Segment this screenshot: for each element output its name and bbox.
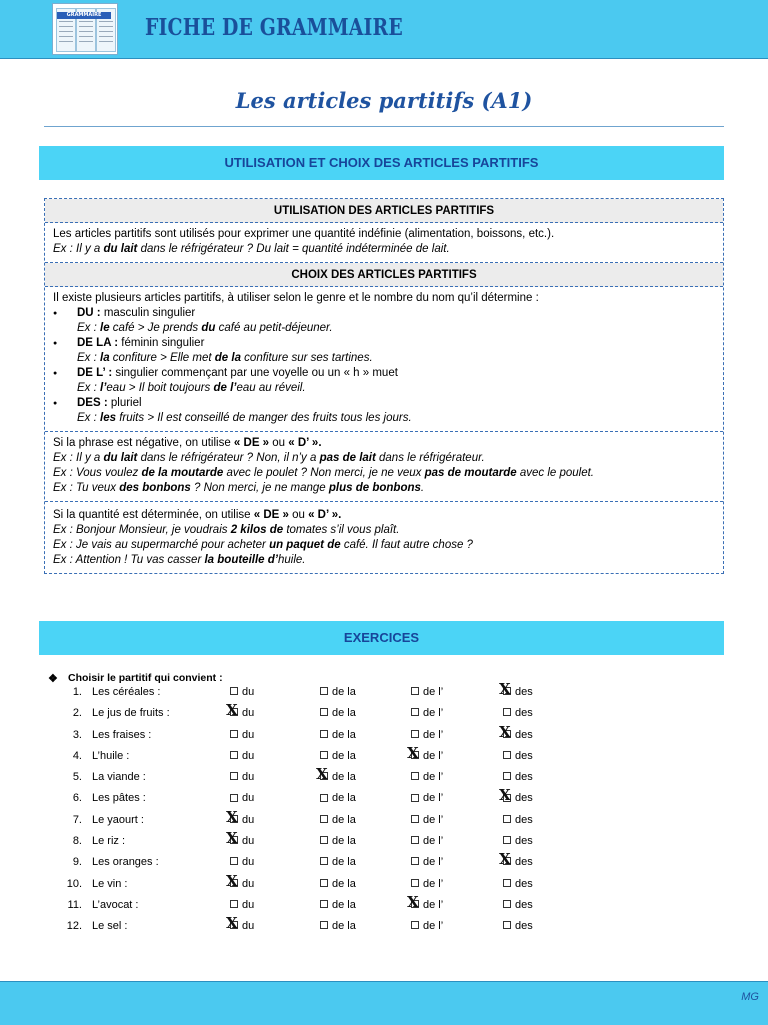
option-checkbox[interactable] [226,871,255,890]
option-label: des [515,877,533,890]
footer-bar [0,981,768,1025]
section-band-exercises: EXERCICES [39,621,724,655]
option-checkbox[interactable] [230,686,254,698]
checkbox-icon [230,900,238,908]
article-des: ● DES : pluriel [53,396,715,411]
option-label: des [515,813,533,826]
item-number: 8. [72,835,82,848]
option-checkbox[interactable] [320,792,356,804]
option-label: de l’ [423,835,444,848]
check-mark-icon: X [316,765,328,784]
checkbox-icon [320,794,328,802]
determined-intro: Si la quantité est déterminée, on utilise « DE » ou « D’ ». [53,509,342,521]
check-mark-icon: X [226,914,238,933]
checkbox-icon [503,708,511,716]
checkbox-icon [320,815,328,823]
grammar-box [44,198,724,574]
check-mark-icon: X [407,892,419,911]
exercise-row [48,892,728,920]
checkbox-icon [503,921,511,929]
item-label: Le yaourt : [92,813,144,826]
option-label: des [515,920,533,933]
item-number: 12. [66,920,82,933]
option-checkbox[interactable] [230,899,254,911]
exercise-list [48,680,728,942]
option-label: du [242,771,255,784]
item-number: 10. [66,877,82,890]
negative-section [45,432,723,502]
option-checkbox[interactable] [503,771,533,783]
option-label: de l’ [423,877,444,890]
option-checkbox[interactable] [320,920,356,932]
option-label: de l’ [423,686,444,698]
checkbox-icon [320,900,328,908]
item-number: 2. [72,707,82,720]
option-checkbox[interactable] [226,829,255,848]
article-de-l: ● DE L’ : singulier commençant par une voyelle ou un « h » muet [53,366,715,381]
option-label: du [242,813,255,826]
exercise [48,672,728,942]
checkbox-icon [411,687,419,695]
option-checkbox[interactable] [226,914,255,933]
option-checkbox[interactable] [499,722,533,741]
option-checkbox[interactable] [411,856,443,868]
option-label: du [242,920,255,933]
option-label: de l’ [423,856,444,869]
option-label: de la [332,686,356,698]
option-label: du [242,686,255,698]
exercise-row [48,786,728,813]
item-number: 4. [72,749,82,762]
choice-intro: Il existe plusieurs articles partitifs, à utiliser selon le genre et le nombre du nom qu’il détermine : [53,292,539,304]
option-checkbox[interactable] [499,680,533,698]
option-checkbox[interactable] [316,765,356,784]
header-title: FICHE DE GRAMMAIRE [145,14,403,41]
exercise-row [48,807,728,835]
article-des-example: Ex : les fruits > Il est conseillé de manger des fruits tous les jours. [77,412,412,424]
option-label: de la [332,707,356,720]
option-checkbox[interactable] [503,750,533,762]
option-label: du [242,835,255,848]
option-label: de l’ [423,920,444,933]
option-checkbox[interactable] [230,771,254,783]
option-checkbox[interactable] [411,835,443,847]
article-de-la-example: Ex : la confiture > Elle met de la confiture sur ses tartines. [77,352,373,364]
option-checkbox[interactable] [320,729,356,741]
diamond-bullet-icon: ❖ [48,673,58,685]
option-checkbox[interactable] [320,878,356,890]
checkbox-icon [503,751,511,759]
option-checkbox[interactable] [320,814,356,826]
exercise-row [48,850,728,877]
option-label: du [242,792,255,805]
option-label: de l’ [423,792,444,805]
article-du: ● DU : masculin singulier [53,306,715,321]
option-checkbox[interactable] [499,786,533,805]
item-number: 1. [72,686,82,698]
option-checkbox[interactable] [226,807,255,826]
exercise-row [48,914,728,941]
usage-example: Ex : Il y a du lait dans le réfrigérateur ? Du lait = quantité indéterminée de lait. [53,243,450,255]
exercise-row [48,743,728,771]
item-label: Le jus de fruits : [92,707,170,720]
option-checkbox[interactable] [320,707,356,719]
option-checkbox[interactable] [230,729,254,741]
item-label: Le vin : [92,877,128,890]
item-label: Les fraises : [92,728,152,741]
logo-ribbon: GRAMMAIRE [57,12,111,19]
option-label: des [515,771,533,784]
checkbox-icon [411,836,419,844]
option-label: de la [332,792,356,805]
option-label: du [242,898,255,911]
option-label: des [515,686,533,698]
option-checkbox[interactable] [320,686,356,698]
usage-heading: UTILISATION DES ARTICLES PARTITIFS [45,199,723,223]
option-label: des [515,792,533,805]
option-checkbox[interactable] [230,856,254,868]
exercise-row [48,722,728,750]
option-label: des [515,835,533,848]
check-mark-icon: X [226,871,238,890]
determined-section [45,502,723,573]
checkbox-icon [230,730,238,738]
option-label: des [515,707,533,720]
option-label: du [242,877,255,890]
title-divider [44,126,724,127]
grammar-logo [52,3,118,55]
checkbox-icon [320,708,328,716]
author-initials: MG [741,991,759,1003]
option-checkbox[interactable] [503,920,533,932]
checkbox-icon [320,857,328,865]
checkbox-icon [320,836,328,844]
checkbox-icon [411,708,419,716]
option-label: des [515,856,533,869]
check-mark-icon: X [499,722,511,741]
negative-example: Ex : Il y a du lait dans le réfrigérateur ? Non, il n’y a pas de lait dans le réfrigérateur. [53,452,485,464]
check-mark-icon: X [226,807,238,826]
option-checkbox[interactable] [230,750,254,762]
checkbox-icon [411,794,419,802]
checkbox-icon [320,730,328,738]
checkbox-icon [411,857,419,865]
option-label: de la [332,835,356,848]
article-de-l-example: Ex : l’eau > Il boit toujours de l’eau au réveil. [77,382,306,394]
item-label: La viande : [92,771,146,784]
option-label: de l’ [423,707,444,720]
checkbox-icon [411,772,419,780]
option-label: de la [332,749,356,762]
option-label: des [515,749,533,762]
option-checkbox[interactable] [407,743,444,762]
check-mark-icon: X [499,850,511,869]
exercise-row [48,871,728,899]
option-label: de la [332,771,356,784]
option-checkbox[interactable] [411,814,443,826]
checkbox-icon [320,879,328,887]
option-checkbox[interactable] [320,835,356,847]
item-number: 11. [67,898,82,911]
option-checkbox[interactable] [503,707,533,719]
checkbox-icon [411,730,419,738]
check-mark-icon: X [407,743,419,762]
option-checkbox[interactable] [499,850,533,869]
checkbox-icon [320,921,328,929]
checkbox-icon [230,751,238,759]
option-label: du [242,707,255,720]
item-label: Le sel : [92,920,128,933]
option-checkbox[interactable] [503,835,533,847]
option-checkbox[interactable] [411,920,443,932]
checkbox-icon [320,751,328,759]
item-label: Les oranges : [92,856,159,869]
option-label: de la [332,728,356,741]
exercise-row [48,701,728,728]
option-checkbox[interactable] [411,792,443,804]
checkbox-icon [503,879,511,887]
option-label: de la [332,898,356,911]
option-checkbox[interactable] [411,878,443,890]
check-mark-icon: X [499,680,511,698]
item-label: L’avocat : [92,898,139,911]
checkbox-icon [230,794,238,802]
header-bar [0,0,768,59]
determined-example: Ex : Je vais au supermarché pour acheter un paquet de café. Il faut autre chose ? [53,539,473,551]
checkbox-icon [320,687,328,695]
option-checkbox[interactable] [320,899,356,911]
item-number: 5. [72,771,82,784]
exercise-row [48,829,728,856]
option-checkbox[interactable] [320,856,356,868]
article-du-example: Ex : le café > Je prends du café au petit-déjeuner. [77,322,333,334]
exercise-instruction: ❖ Choisir le partitif qui convient : [48,672,223,685]
item-number: 7. [72,813,82,826]
option-label: de la [332,877,356,890]
item-label: Le riz : [92,835,126,848]
option-label: de la [332,920,356,933]
item-number: 3. [72,728,82,741]
option-checkbox[interactable] [411,729,443,741]
option-checkbox[interactable] [411,686,443,698]
checkbox-icon [411,815,419,823]
checkbox-icon [503,836,511,844]
option-label: de l’ [423,728,444,741]
option-checkbox[interactable] [503,814,533,826]
exercise-row [48,680,728,707]
option-label: de la [332,856,356,869]
check-mark-icon: X [499,786,511,805]
option-label: de la [332,813,356,826]
option-label: des [515,728,533,741]
checkbox-icon [503,772,511,780]
usage-section [45,223,723,263]
option-label: du [242,749,255,762]
exercise-row [48,765,728,792]
negative-example: Ex : Vous voulez de la moutarde avec le poulet ? Non merci, je ne veux pas de moutarde avec le poulet. [53,467,594,479]
choice-heading: CHOIX DES ARTICLES PARTITIFS [45,263,723,287]
option-label: du [242,856,255,869]
option-label: de l’ [423,813,444,826]
option-checkbox[interactable] [320,750,356,762]
checkbox-icon [230,857,238,865]
item-label: Les céréales : [92,686,161,698]
item-number: 9. [72,856,82,869]
choice-section [45,287,723,432]
option-checkbox[interactable] [503,899,533,911]
usage-text: Les articles partitifs sont utilisés pour exprimer une quantité indéfinie (alimentation, boissons, etc.). [53,228,555,240]
determined-example: Ex : Attention ! Tu vas casser la bouteille d’huile. [53,554,306,566]
option-label: de l’ [423,771,444,784]
option-label: de l’ [423,898,444,911]
item-label: L’huile : [92,749,130,762]
check-mark-icon: X [226,701,238,720]
option-label: du [242,728,255,741]
option-checkbox[interactable] [407,892,444,911]
option-label: de l’ [423,749,444,762]
option-checkbox[interactable] [411,707,443,719]
option-checkbox[interactable] [411,771,443,783]
negative-example: Ex : Tu veux des bonbons ? Non merci, je ne mange plus de bonbons. [53,482,425,494]
checkbox-icon [411,879,419,887]
item-number: 6. [72,792,82,805]
negative-intro: Si la phrase est négative, on utilise « DE » ou « D’ ». [53,437,322,449]
checkbox-icon [503,815,511,823]
option-label: des [515,898,533,911]
article-de-la: ● DE LA : féminin singulier [53,336,715,351]
checkbox-icon [411,921,419,929]
option-checkbox[interactable] [230,792,254,804]
document-title: Les articles partitifs (A1) [235,88,533,113]
section-band-usage: UTILISATION ET CHOIX DES ARTICLES PARTITIFS [39,146,724,180]
option-checkbox[interactable] [226,701,255,720]
checkbox-icon [230,772,238,780]
checkbox-icon [230,687,238,695]
item-label: Les pâtes : [92,792,146,805]
determined-example: Ex : Bonjour Monsieur, je voudrais 2 kilos de tomates s’il vous plaît. [53,524,400,536]
option-checkbox[interactable] [503,878,533,890]
checkbox-icon [503,900,511,908]
check-mark-icon: X [226,829,238,848]
